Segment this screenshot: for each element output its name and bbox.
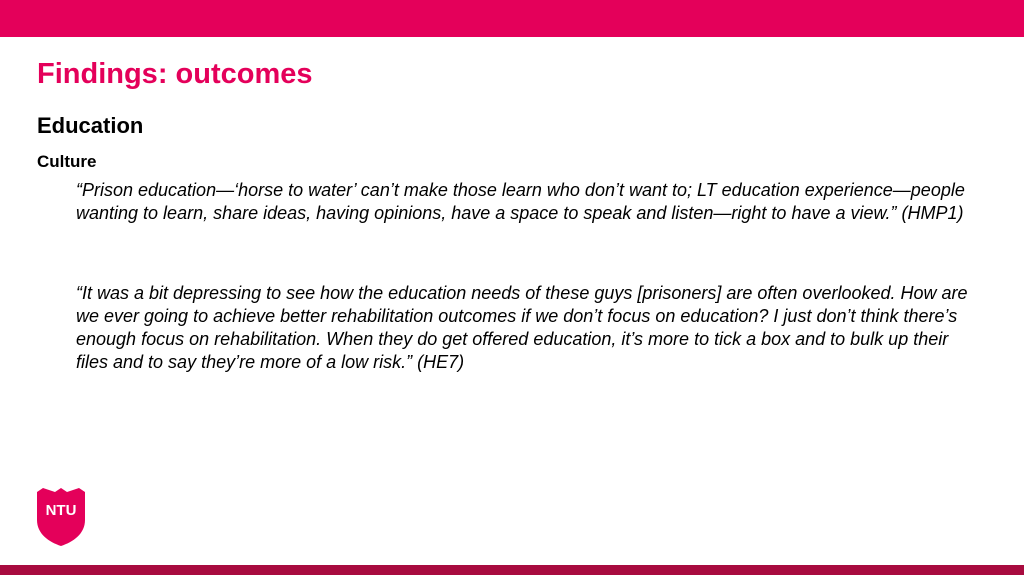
quote-he7: “It was a bit depressing to see how the education needs of these guys [prisoners] are often overlooked. How are we ever going to achieve better rehabilitation outcomes if we don’t focus on education? I just don’t think there’s enough focus on rehabilitation. When they do get offered education, it’s more to tick a box and to bulk up their files and to say they’re more of a low risk.” (HE7) bbox=[76, 283, 968, 372]
section-subheading: Culture bbox=[37, 152, 97, 171]
quote-hmp1: “Prison education—‘horse to water’ can’t make those learn who don’t want to; LT education experience—people wanting to learn, share ideas, having opinions, have a space to speak and listen—right to have a view.” (HMP1) bbox=[76, 180, 965, 223]
slide-title: Findings: outcomes bbox=[37, 58, 313, 90]
header-band bbox=[0, 0, 1024, 37]
footer-band bbox=[0, 565, 1024, 575]
logo-text: NTU bbox=[45, 502, 77, 519]
section-heading: Education bbox=[37, 113, 144, 138]
ntu-logo bbox=[37, 488, 85, 546]
